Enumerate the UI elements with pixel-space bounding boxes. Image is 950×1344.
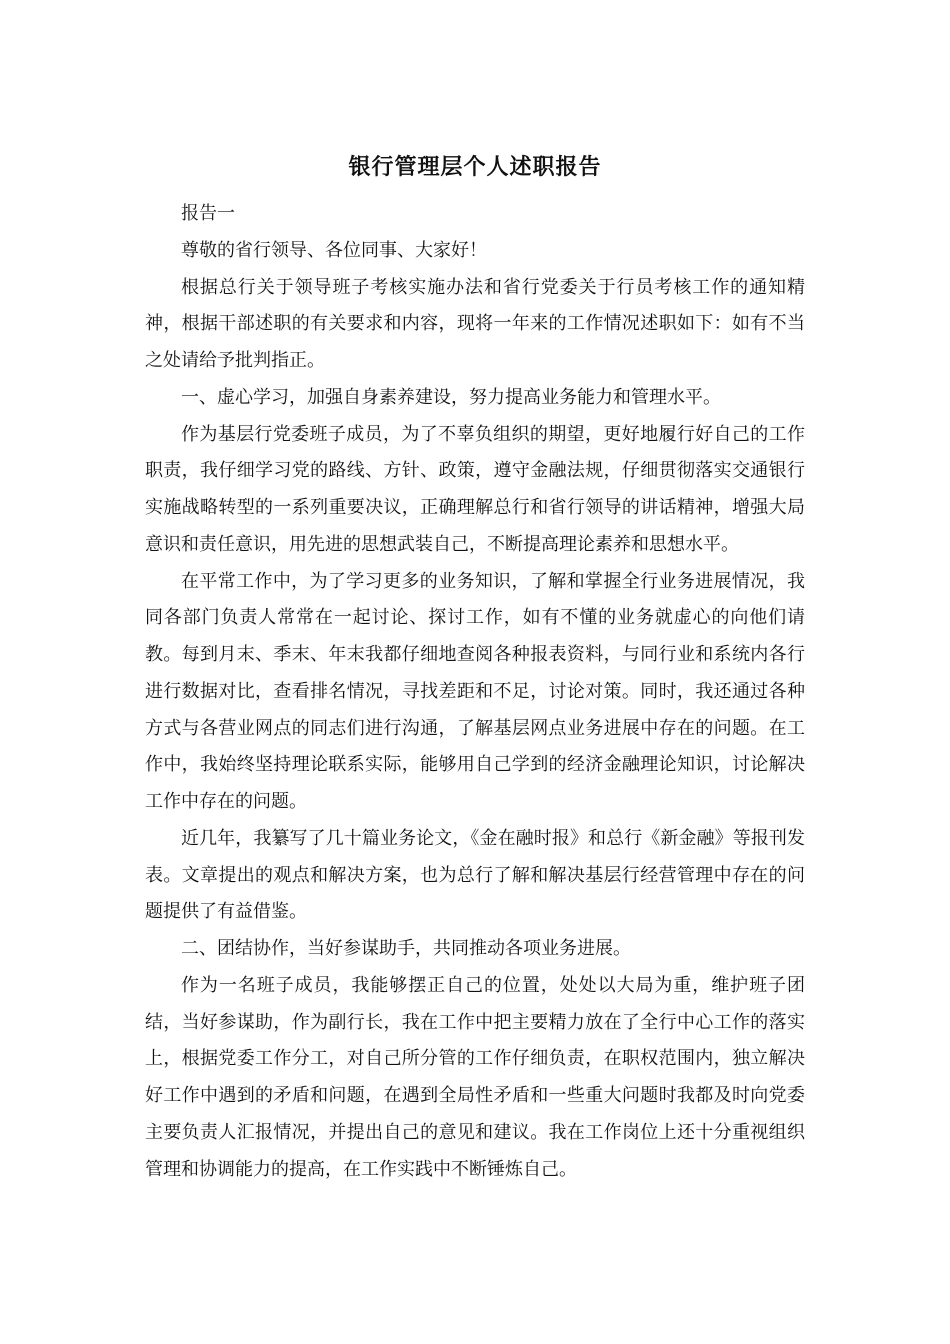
document-title: 银行管理层个人述职报告	[348, 155, 602, 180]
paragraph-intro: 根据总行关于领导班子考核实施办法和省行党委关于行员考核工作的通知精神，根据干部述职的有关要求和内容，现将一年来的工作情况述职如下：如有不当之处请给予批判指正。	[145, 276, 805, 371]
paragraph-greeting: 尊敬的省行领导、各位同事、大家好！	[181, 239, 487, 261]
paragraph-report-label: 报告一	[181, 203, 235, 224]
paragraph-body: 近几年，我纂写了几十篇业务论文，《金在融时报》和总行《新金融》等报刊发表。文章提出的观点和解决方案，也为总行了解和解决基层行经营管理中存在的问题提供了有益借鉴。	[145, 827, 805, 923]
paragraph-body: 在平常工作中，为了学习更多的业务知识，了解和掌握全行业务进展情况，我同各部门负责人常常在一起讨论、探讨工作，如有不懂的业务就虚心的向他们请教。每到月末、季末、年末我都仔细地查阅各种报表资料，与同行业和系统内各行进行数据对比，查看排名情况，寻找差距和不足，讨论对策。同时，我还通过各种方式与各营业网点的同志们进行沟通，了解基层网点业务进展中存在的问题。在工作中，我始终坚持理论联系实际，能够用自己学到的经济金融理论知识，讨论解决工作中存在的问题。	[145, 570, 805, 812]
section-heading-1: 一、虚心学习，加强自身素养建设，努力提高业务能力和管理水平。	[181, 386, 721, 408]
document-body	[145, 196, 805, 1188]
paragraph-body: 作为一名班子成员，我能够摆正自己的位置，处处以大局为重，维护班子团结，当好参谋助，作为副行长，我在工作中把主要精力放在了全行中心工作的落实上，根据党委工作分工，对自己所分管的工作仔细负责，在职权范围内，独立解决好工作中遇到的矛盾和问题，在遇到全局性矛盾和一些重大问题时我都及时向党委主要负责人汇报情况，并提出自己的意见和建议。我在工作岗位上还十分重视组织管理和协调能力的提高，在工作实践中不断锤炼自己。	[145, 974, 805, 1180]
paragraph-body: 作为基层行党委班子成员，为了不辜负组织的期望，更好地履行好自己的工作职责，我仔细学习党的路线、方针、政策，遵守金融法规，仔细贯彻落实交通银行实施战略转型的一系列重要决议，正确理解总行和省行领导的讲话精神，增强大局意识和责任意识，用先进的思想武装自己，不断提高理论素养和思想水平。	[145, 423, 805, 555]
section-heading-2: 二、团结协作，当好参谋助手，共同推动各项业务进展。	[181, 938, 631, 959]
